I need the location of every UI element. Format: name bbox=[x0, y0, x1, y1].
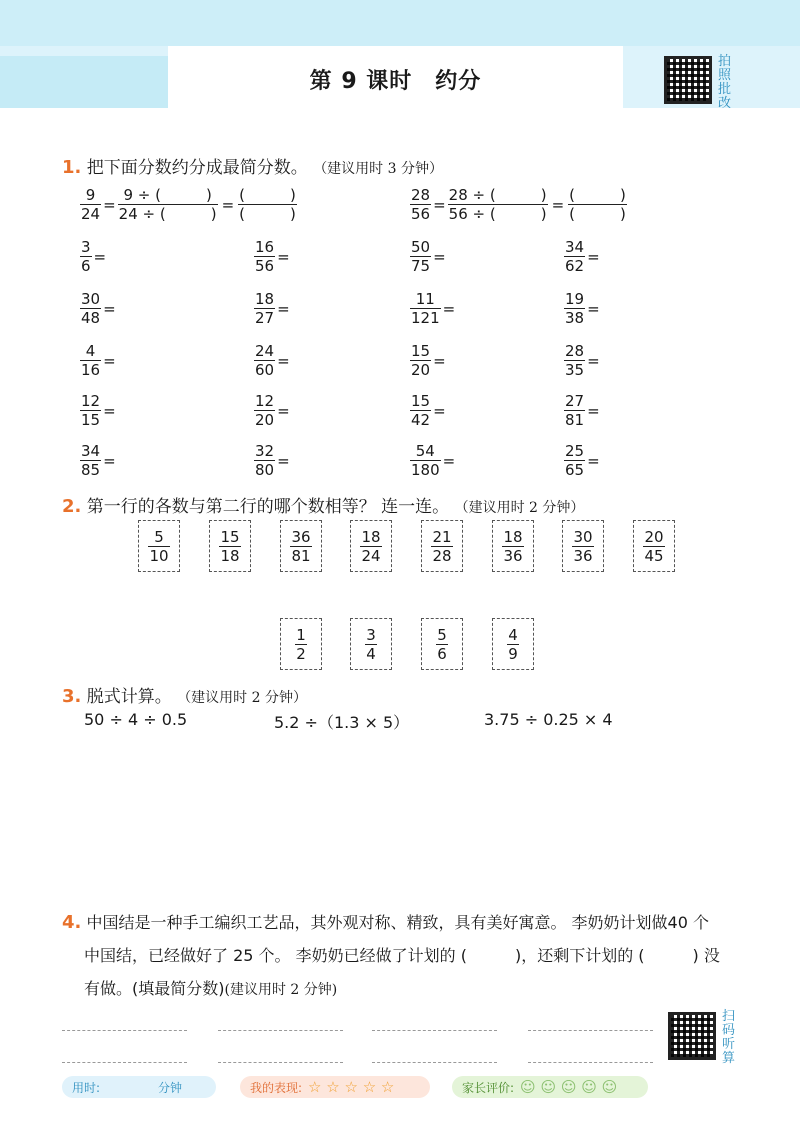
q1-fraction-item[interactable] bbox=[80, 392, 116, 429]
q1-note: （建议用时 3 分钟） bbox=[313, 161, 443, 177]
q2-row1-box[interactable] bbox=[562, 520, 604, 572]
numerator: 24 bbox=[255, 342, 275, 360]
numerator: 11 bbox=[415, 290, 435, 308]
denominator: 38 bbox=[565, 309, 585, 327]
denominator: 121 bbox=[411, 309, 440, 327]
q1-example-1-blank-den[interactable]: 24 ÷ ( ) bbox=[118, 205, 217, 223]
denominator: 16 bbox=[81, 361, 101, 379]
numerator: 3 bbox=[81, 238, 91, 256]
q1-fraction-item[interactable] bbox=[564, 442, 600, 479]
equals-sign: = bbox=[103, 351, 116, 370]
numerator: 15 bbox=[411, 392, 431, 410]
q1-example-2-blank-den[interactable]: 56 ÷ ( ) bbox=[448, 205, 547, 223]
q1-fraction-item[interactable] bbox=[80, 342, 116, 379]
denominator: 48 bbox=[81, 309, 101, 327]
denominator: 20 bbox=[255, 411, 275, 429]
denominator: 28 bbox=[432, 546, 452, 565]
numerator: 30 bbox=[573, 527, 593, 546]
denominator: 81 bbox=[565, 411, 585, 429]
equals-sign: = bbox=[277, 451, 290, 470]
q1-fraction-item[interactable] bbox=[410, 392, 446, 429]
q1-fraction-item[interactable] bbox=[254, 392, 290, 429]
q2-row1-box[interactable] bbox=[138, 520, 180, 572]
q1-fraction-item[interactable] bbox=[254, 238, 290, 275]
numerator: 5 bbox=[437, 625, 447, 644]
q2-row1-box[interactable] bbox=[492, 520, 534, 572]
equals-sign: = bbox=[277, 299, 290, 318]
fraction bbox=[410, 442, 441, 479]
q1-fraction-item[interactable] bbox=[564, 290, 600, 327]
equals-sign: = bbox=[433, 247, 446, 266]
q1-fraction-item[interactable] bbox=[564, 392, 600, 429]
denominator: 27 bbox=[255, 309, 275, 327]
q1-example-1: $\frac{9}{24}$ = $\frac{9 \div ( )}{24 \div ( )}$ = ( ) ( ) bbox=[81, 186, 296, 223]
q1-fraction-item[interactable] bbox=[564, 342, 600, 379]
fraction bbox=[80, 442, 101, 479]
q1-fraction-item[interactable] bbox=[410, 290, 455, 327]
denominator: 36 bbox=[503, 546, 523, 565]
answer-line[interactable] bbox=[62, 1062, 187, 1063]
numerator: 16 bbox=[255, 238, 275, 256]
numerator: 15 bbox=[220, 527, 240, 546]
q1-fraction-item[interactable] bbox=[564, 238, 600, 275]
q2-row1-box[interactable] bbox=[421, 520, 463, 572]
numerator: 3 bbox=[366, 625, 376, 644]
fraction bbox=[564, 392, 585, 429]
numerator: 36 bbox=[291, 527, 311, 546]
q2-row1-box[interactable] bbox=[209, 520, 251, 572]
numerator: 20 bbox=[644, 527, 664, 546]
qr-code-bottom[interactable] bbox=[668, 1012, 716, 1060]
q2-row2-box[interactable] bbox=[421, 618, 463, 670]
numerator: 18 bbox=[361, 527, 381, 546]
q2-row2-box[interactable] bbox=[350, 618, 392, 670]
fraction bbox=[254, 342, 275, 379]
numerator: 4 bbox=[85, 342, 96, 360]
qr-bottom-label: 扫码听算 bbox=[722, 1009, 736, 1066]
q3-expr-3: 3.75 ÷ 0.25 × 4 bbox=[484, 710, 613, 729]
q2-text: 第一行的各数与第二行的哪个数相等？ 连一连。 bbox=[86, 497, 450, 517]
equals-sign: = bbox=[93, 247, 107, 266]
equals-sign: = bbox=[587, 351, 600, 370]
q2-row1-box[interactable] bbox=[280, 520, 322, 572]
q2-note: （建议用时 2 分钟） bbox=[454, 500, 585, 516]
q1-text: 把下面分数约分成最简分数。 bbox=[86, 158, 308, 178]
qr-code-top[interactable] bbox=[664, 56, 712, 104]
denominator: 80 bbox=[255, 461, 275, 479]
q2-row2-box[interactable] bbox=[492, 618, 534, 670]
q1-example-2-blank-num[interactable]: 28 ÷ ( ) bbox=[448, 186, 547, 204]
denominator: 24 bbox=[361, 546, 381, 565]
numerator: 18 bbox=[503, 527, 523, 546]
equals-sign: = bbox=[433, 401, 446, 420]
performance-label: 我的表现: bbox=[250, 1080, 303, 1095]
q4-line-2: 中国结，已经做好了 25 个。 李奶奶已经做了计划的 ( )，还剩下计划的 ( ) 没 bbox=[84, 946, 720, 965]
q1-fraction-item[interactable] bbox=[80, 442, 116, 479]
fraction bbox=[564, 238, 585, 275]
page-title: 第 9 课时 约分 bbox=[309, 69, 482, 94]
header-top-band bbox=[0, 0, 800, 46]
answer-line[interactable] bbox=[372, 1062, 497, 1063]
fraction bbox=[80, 290, 101, 327]
equals-sign: = bbox=[442, 451, 456, 470]
q3-expr-2: 5.2 ÷（1.3 × 5） bbox=[274, 713, 410, 732]
numerator: 21 bbox=[432, 527, 452, 546]
denominator: 60 bbox=[255, 361, 275, 379]
denominator: 15 bbox=[81, 411, 101, 429]
fraction bbox=[410, 392, 431, 429]
denominator: 20 bbox=[411, 361, 431, 379]
denominator: 180 bbox=[411, 461, 440, 479]
fraction bbox=[254, 442, 275, 479]
equals-sign: = bbox=[103, 299, 116, 318]
time-pill bbox=[62, 1076, 216, 1098]
q3-number: 3. bbox=[62, 686, 82, 707]
numerator: 4 bbox=[508, 625, 518, 644]
q4-line-3: 有做。(填最简分数) bbox=[84, 979, 225, 998]
q4-line-1: 中国结是一种手工编织工艺品，其外观对称、精致，具有美好寓意。 李奶奶计划做40 个 bbox=[86, 913, 710, 932]
numerator: 12 bbox=[81, 392, 101, 410]
equals-sign: = bbox=[442, 299, 456, 318]
numerator: 30 bbox=[81, 290, 101, 308]
denominator: 45 bbox=[644, 546, 664, 565]
q1-fraction-item[interactable] bbox=[410, 442, 455, 479]
q2-row1-box[interactable] bbox=[350, 520, 392, 572]
denominator: 18 bbox=[220, 546, 240, 565]
numerator: 34 bbox=[81, 442, 101, 460]
denominator: 85 bbox=[81, 461, 101, 479]
denominator: 42 bbox=[411, 411, 431, 429]
fraction bbox=[564, 442, 585, 479]
answer-line[interactable] bbox=[372, 1030, 497, 1031]
denominator: 4 bbox=[366, 644, 376, 663]
q1-fraction-item[interactable] bbox=[254, 290, 290, 327]
q1-fraction-item[interactable] bbox=[410, 238, 446, 275]
q4-paragraph bbox=[62, 906, 752, 1007]
numerator: 1 bbox=[296, 625, 306, 644]
equals-sign: = bbox=[277, 351, 290, 370]
fraction bbox=[410, 238, 431, 275]
qr-top-label: 拍照批改 bbox=[718, 54, 732, 111]
parent-eval-pill bbox=[452, 1076, 648, 1098]
equals-sign: = bbox=[587, 451, 600, 470]
q1-example-2: $\frac{28}{56}$ = $\frac{28 \div ( )}{56 \div ( )}$ = ( ) ( ) bbox=[411, 186, 626, 223]
q2-row1-box[interactable] bbox=[633, 520, 675, 572]
q2-heading bbox=[62, 492, 584, 517]
denominator: 75 bbox=[411, 257, 431, 275]
q1-example-1-blank-num[interactable]: 9 ÷ ( ) bbox=[123, 186, 212, 204]
denominator: 6 bbox=[437, 644, 447, 663]
time-label: 用时: bbox=[72, 1080, 101, 1095]
q1-fraction-item[interactable] bbox=[410, 342, 446, 379]
q4-number: 4. bbox=[62, 912, 82, 933]
denominator: 10 bbox=[149, 546, 169, 565]
equals-sign: = bbox=[277, 247, 290, 266]
fraction bbox=[80, 392, 101, 429]
q1-fraction-item[interactable] bbox=[254, 342, 290, 379]
q1-heading bbox=[62, 153, 443, 178]
numerator: 18 bbox=[255, 290, 275, 308]
denominator: 56 bbox=[255, 257, 275, 275]
header-tab bbox=[0, 56, 168, 108]
fraction bbox=[564, 342, 585, 379]
q2-row2-box[interactable] bbox=[280, 618, 322, 670]
numerator: 28 bbox=[565, 342, 585, 360]
numerator: 25 bbox=[565, 442, 585, 460]
denominator: 36 bbox=[573, 546, 593, 565]
fraction bbox=[564, 290, 585, 327]
fraction bbox=[80, 238, 92, 275]
parent-eval-label: 家长评价: bbox=[462, 1080, 515, 1095]
equals-sign: = bbox=[433, 351, 446, 370]
numerator: 15 bbox=[411, 342, 431, 360]
equals-sign: = bbox=[587, 401, 600, 420]
equals-sign: = bbox=[103, 401, 116, 420]
q1-example-1-answer-num[interactable]: ( ) bbox=[239, 186, 296, 204]
q1-fraction-item[interactable] bbox=[254, 442, 290, 479]
numerator: 32 bbox=[255, 442, 275, 460]
time-unit: 分钟 bbox=[158, 1080, 183, 1095]
equals-sign: = bbox=[587, 299, 600, 318]
denominator: 62 bbox=[565, 257, 585, 275]
numerator: 54 bbox=[415, 442, 435, 460]
answer-line[interactable] bbox=[528, 1030, 653, 1031]
fraction bbox=[254, 290, 275, 327]
denominator: 2 bbox=[296, 644, 306, 663]
q1-number: 1. bbox=[62, 157, 82, 178]
performance-pill bbox=[240, 1076, 430, 1098]
q1-example-1-answer-den[interactable]: ( ) bbox=[239, 205, 296, 223]
fraction bbox=[410, 342, 431, 379]
denominator: 81 bbox=[291, 546, 311, 565]
q3-text: 脱式计算。 bbox=[86, 687, 172, 707]
fraction bbox=[80, 342, 101, 379]
denominator: 35 bbox=[565, 361, 585, 379]
answer-line[interactable] bbox=[528, 1062, 653, 1063]
q1-example-2-answer-den[interactable]: ( ) bbox=[569, 205, 626, 223]
denominator: 65 bbox=[565, 461, 585, 479]
star-rating[interactable]: ☆ ☆ ☆ ☆ ☆ bbox=[308, 1078, 395, 1096]
q3-note: （建议用时 2 分钟） bbox=[177, 690, 307, 706]
face-rating[interactable]: ☺ ☺ ☺ ☺ ☺ bbox=[520, 1078, 618, 1096]
answer-line[interactable] bbox=[218, 1030, 343, 1031]
q1-fraction-item[interactable] bbox=[80, 238, 106, 275]
numerator: 34 bbox=[565, 238, 585, 256]
numerator: 27 bbox=[565, 392, 585, 410]
q3-heading bbox=[62, 682, 307, 707]
answer-line[interactable] bbox=[218, 1062, 343, 1063]
numerator: 50 bbox=[411, 238, 431, 256]
q1-fraction-item[interactable] bbox=[80, 290, 116, 327]
equals-sign: = bbox=[587, 247, 600, 266]
denominator: 6 bbox=[81, 257, 91, 275]
numerator: 12 bbox=[255, 392, 275, 410]
answer-line[interactable] bbox=[62, 1030, 187, 1031]
q1-example-2-answer-num[interactable]: ( ) bbox=[569, 186, 626, 204]
fraction bbox=[254, 392, 275, 429]
equals-sign: = bbox=[277, 401, 290, 420]
denominator: 9 bbox=[508, 644, 518, 663]
q4-note: (建议用时 2 分钟) bbox=[224, 982, 338, 998]
fraction bbox=[254, 238, 275, 275]
fraction bbox=[410, 290, 441, 327]
numerator: 5 bbox=[154, 527, 164, 546]
q3-expr-1: 50 ÷ 4 ÷ 0.5 bbox=[84, 710, 188, 729]
q2-number: 2. bbox=[62, 496, 82, 517]
numerator: 19 bbox=[565, 290, 585, 308]
equals-sign: = bbox=[103, 451, 116, 470]
